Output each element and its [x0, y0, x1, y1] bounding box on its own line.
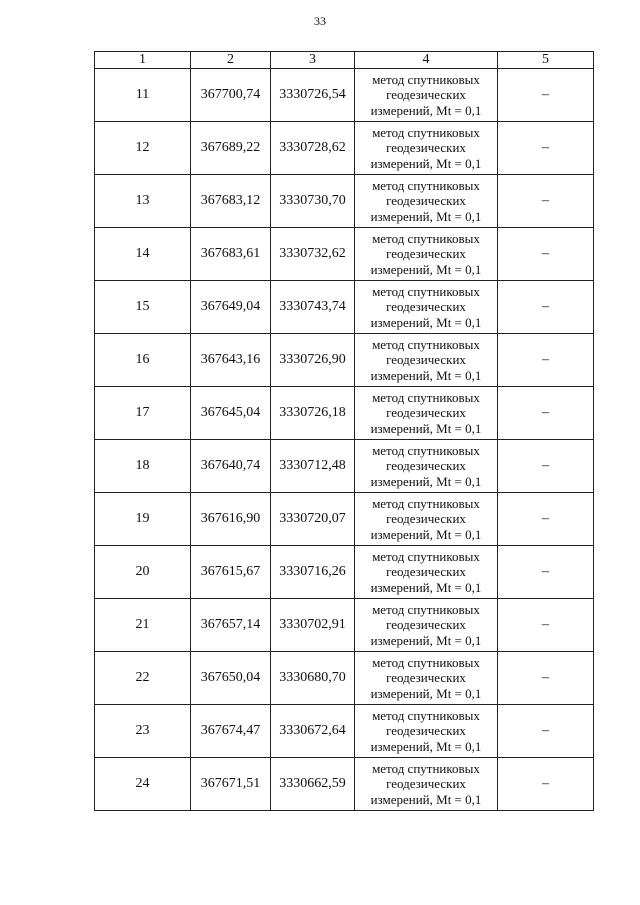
method-line: геодезических [386, 352, 466, 368]
header-cell-5: 5 [498, 52, 594, 69]
header-cell-1: 1 [95, 52, 191, 69]
x-coordinate-cell: 367616,90 [191, 493, 271, 546]
y-coordinate-cell: 3330726,54 [271, 69, 355, 122]
table-row [95, 334, 594, 387]
method-cell [355, 705, 498, 758]
x-coordinate-cell: 367671,51 [191, 758, 271, 811]
x-coordinate-cell: 367657,14 [191, 599, 271, 652]
method-line: метод спутниковых [372, 124, 480, 140]
header-cell-2: 2 [191, 52, 271, 69]
method-line: геодезических [386, 617, 466, 633]
method-line: метод спутниковых [372, 230, 480, 246]
note-cell: – [498, 122, 594, 175]
method-line: измерений, Mt = 0,1 [370, 261, 482, 277]
method-line: измерений, Mt = 0,1 [370, 208, 482, 224]
x-coordinate-cell: 367649,04 [191, 281, 271, 334]
method-line: измерений, Mt = 0,1 [370, 155, 482, 171]
y-coordinate-cell: 3330743,74 [271, 281, 355, 334]
method-line: измерений, Mt = 0,1 [370, 314, 482, 330]
method-line: геодезических [386, 458, 466, 474]
point-number-cell: 19 [95, 493, 191, 546]
note-cell: – [498, 705, 594, 758]
method-cell [355, 599, 498, 652]
method-cell [355, 228, 498, 281]
method-line: метод спутниковых [372, 283, 480, 299]
table-row [95, 387, 594, 440]
y-coordinate-cell: 3330716,26 [271, 546, 355, 599]
method-line: метод спутниковых [372, 601, 480, 617]
y-coordinate-cell: 3330702,91 [271, 599, 355, 652]
method-line: метод спутниковых [372, 389, 480, 405]
y-coordinate-cell: 3330680,70 [271, 652, 355, 705]
table-row [95, 652, 594, 705]
point-number-cell: 15 [95, 281, 191, 334]
method-cell [355, 440, 498, 493]
point-number-cell: 22 [95, 652, 191, 705]
point-number-cell: 17 [95, 387, 191, 440]
point-number-cell: 23 [95, 705, 191, 758]
point-number-cell: 21 [95, 599, 191, 652]
y-coordinate-cell: 3330730,70 [271, 175, 355, 228]
method-line: геодезических [386, 246, 466, 262]
method-cell [355, 175, 498, 228]
page-number: 33 [314, 14, 326, 28]
point-number-cell: 24 [95, 758, 191, 811]
x-coordinate-cell: 367700,74 [191, 69, 271, 122]
table-header-row [95, 52, 594, 69]
note-cell: – [498, 175, 594, 228]
method-line: измерений, Mt = 0,1 [370, 579, 482, 595]
method-line: геодезических [386, 405, 466, 421]
method-cell [355, 758, 498, 811]
method-line: метод спутниковых [372, 442, 480, 458]
method-line: метод спутниковых [372, 707, 480, 723]
method-cell [355, 334, 498, 387]
table-row [95, 228, 594, 281]
x-coordinate-cell: 367683,61 [191, 228, 271, 281]
method-line: измерений, Mt = 0,1 [370, 738, 482, 754]
table-row [95, 599, 594, 652]
point-number-cell: 18 [95, 440, 191, 493]
note-cell: – [498, 440, 594, 493]
method-line: измерений, Mt = 0,1 [370, 473, 482, 489]
method-line: геодезических [386, 299, 466, 315]
method-cell [355, 546, 498, 599]
table-row [95, 122, 594, 175]
method-line: геодезических [386, 670, 466, 686]
point-number-cell: 14 [95, 228, 191, 281]
method-line: метод спутниковых [372, 760, 480, 776]
point-number-cell: 20 [95, 546, 191, 599]
method-line: геодезических [386, 193, 466, 209]
note-cell: – [498, 493, 594, 546]
point-number-cell: 12 [95, 122, 191, 175]
x-coordinate-cell: 367683,12 [191, 175, 271, 228]
x-coordinate-cell: 367674,47 [191, 705, 271, 758]
note-cell: – [498, 334, 594, 387]
note-cell: – [498, 387, 594, 440]
method-line: геодезических [386, 564, 466, 580]
x-coordinate-cell: 367640,74 [191, 440, 271, 493]
method-line: геодезических [386, 511, 466, 527]
x-coordinate-cell: 367643,16 [191, 334, 271, 387]
header-cell-3: 3 [271, 52, 355, 69]
note-cell: – [498, 281, 594, 334]
y-coordinate-cell: 3330726,18 [271, 387, 355, 440]
table-row [95, 69, 594, 122]
x-coordinate-cell: 367650,04 [191, 652, 271, 705]
y-coordinate-cell: 3330672,64 [271, 705, 355, 758]
y-coordinate-cell: 3330732,62 [271, 228, 355, 281]
method-line: измерений, Mt = 0,1 [370, 526, 482, 542]
y-coordinate-cell: 3330720,07 [271, 493, 355, 546]
method-line: метод спутниковых [372, 71, 480, 87]
table-row [95, 175, 594, 228]
x-coordinate-cell: 367615,67 [191, 546, 271, 599]
note-cell: – [498, 228, 594, 281]
method-cell [355, 652, 498, 705]
method-line: метод спутниковых [372, 495, 480, 511]
table-row [95, 705, 594, 758]
method-cell [355, 122, 498, 175]
table-row [95, 758, 594, 811]
point-number-cell: 11 [95, 69, 191, 122]
note-cell: – [498, 758, 594, 811]
table-body [95, 52, 594, 811]
note-cell: – [498, 69, 594, 122]
coordinates-table [94, 51, 594, 811]
method-line: метод спутниковых [372, 654, 480, 670]
method-cell [355, 387, 498, 440]
x-coordinate-cell: 367645,04 [191, 387, 271, 440]
y-coordinate-cell: 3330728,62 [271, 122, 355, 175]
y-coordinate-cell: 3330726,90 [271, 334, 355, 387]
method-line: метод спутниковых [372, 336, 480, 352]
note-cell: – [498, 652, 594, 705]
method-line: метод спутниковых [372, 177, 480, 193]
method-line: измерений, Mt = 0,1 [370, 791, 482, 807]
method-cell [355, 493, 498, 546]
method-cell [355, 281, 498, 334]
method-line: геодезических [386, 140, 466, 156]
method-line: измерений, Mt = 0,1 [370, 367, 482, 383]
method-cell [355, 69, 498, 122]
method-line: метод спутниковых [372, 548, 480, 564]
table-row [95, 546, 594, 599]
table-row [95, 440, 594, 493]
header-cell-4: 4 [355, 52, 498, 69]
y-coordinate-cell: 3330712,48 [271, 440, 355, 493]
method-line: геодезических [386, 87, 466, 103]
point-number-cell: 16 [95, 334, 191, 387]
note-cell: – [498, 546, 594, 599]
y-coordinate-cell: 3330662,59 [271, 758, 355, 811]
note-cell: – [498, 599, 594, 652]
x-coordinate-cell: 367689,22 [191, 122, 271, 175]
method-line: геодезических [386, 776, 466, 792]
method-line: измерений, Mt = 0,1 [370, 420, 482, 436]
point-number-cell: 13 [95, 175, 191, 228]
method-line: геодезических [386, 723, 466, 739]
table-row [95, 493, 594, 546]
method-line: измерений, Mt = 0,1 [370, 685, 482, 701]
method-line: измерений, Mt = 0,1 [370, 102, 482, 118]
table-row [95, 281, 594, 334]
method-line: измерений, Mt = 0,1 [370, 632, 482, 648]
